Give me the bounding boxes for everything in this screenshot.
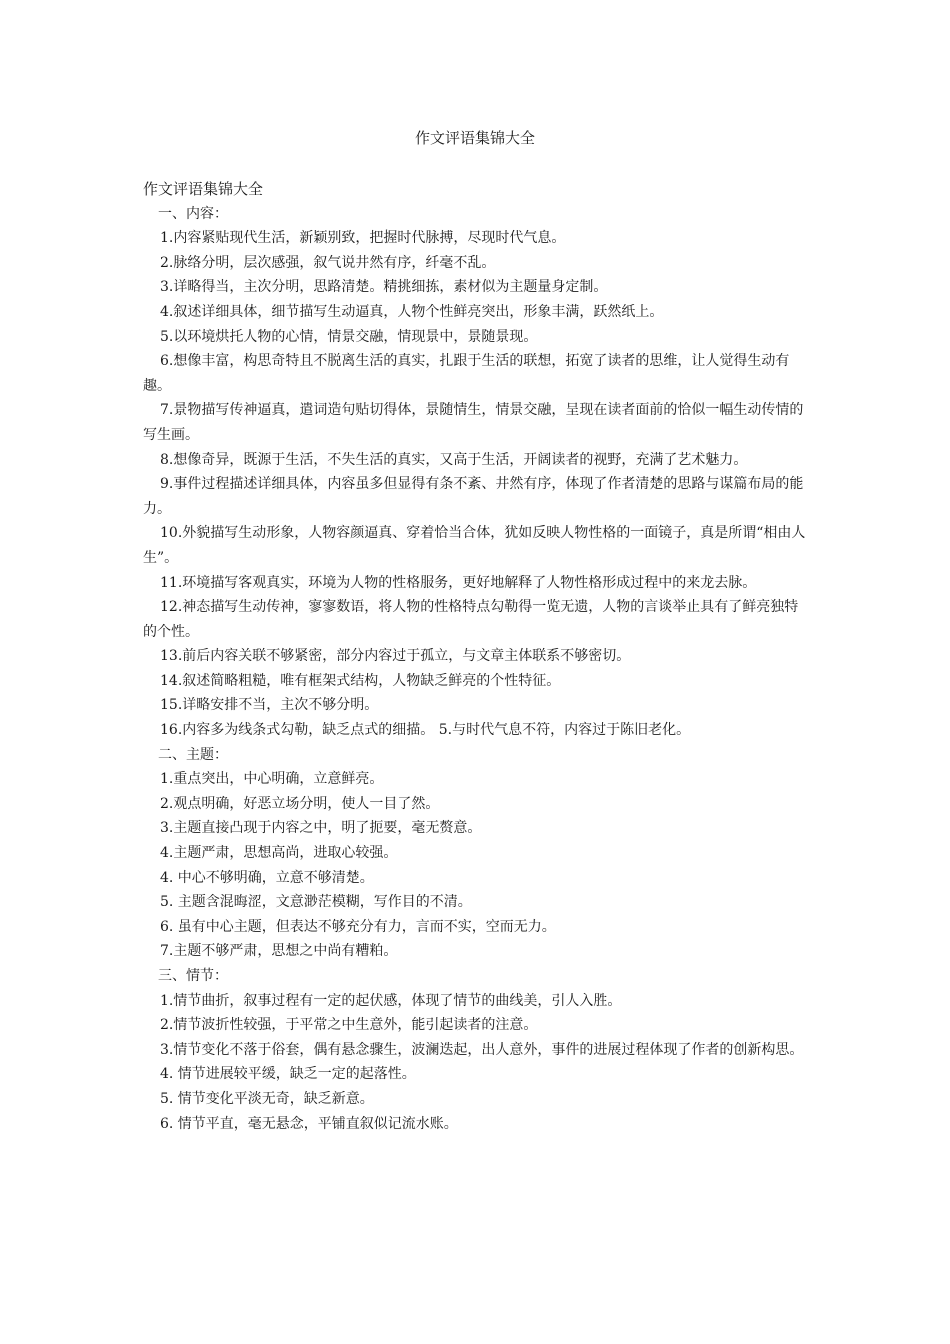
list-item: 11.环境描写客观真实，环境为人物的性格服务，更好地解释了人物性格形成过程中的来龙去脉。: [160, 574, 757, 591]
list-item: 12.神态描写生动传神，寥寥数语，将人物的性格特点勾勒得一览无遗，人物的言谈举止具有了鲜亮独特的个性。: [143, 599, 799, 640]
list-item: 5. 情节变化平淡无奇，缺乏新意。: [160, 1090, 374, 1107]
list-item: 15.详略安排不当，主次不够分明。: [160, 697, 379, 714]
list-item: 4.叙述详细具体，细节描写生动逼真，人物个性鲜亮突出，形象丰满，跃然纸上。: [160, 303, 664, 320]
list-item: 16.内容多为线条式勾勒，缺乏点式的细描。 5.与时代气息不符，内容过于陈旧老化。: [160, 722, 691, 739]
list-item: 2.情节波折性较强，于平常之中生意外，能引起读者的注意。: [160, 1017, 538, 1034]
list-item: 4. 情节进展较平缓，缺乏一定的起落性。: [160, 1066, 416, 1083]
list-item: 1.重点突出，中心明确，立意鲜亮。: [160, 771, 384, 788]
list-item: 3.主题直接凸现于内容之中，明了扼要，毫无赘意。: [160, 820, 482, 837]
list-item: 7.主题不够严肃，思想之中尚有糟粕。: [160, 943, 398, 960]
document-body: [143, 177, 811, 1136]
list-item: 6. 虽有中心主题，但表达不够充分有力，言而不实，空而无力。: [160, 918, 556, 935]
document-title: 作文评语集锦大全: [414, 129, 535, 147]
list-item: 6. 情节平直，毫无悬念，平铺直叙似记流水账。: [160, 1115, 458, 1132]
list-item: 2.观点明确，好恶立场分明，使人一目了然。: [160, 795, 440, 812]
list-item: 10.外貌描写生动形象，人物容颜逼真、穿着恰当合体，犹如反映人物性格的一面镜子，真是所谓“相由人生”。: [143, 525, 806, 566]
list-item: 2.脉络分明，层次感强，叙气说井然有序，纤毫不乱。: [160, 254, 496, 271]
list-item: 4.主题严肃，思想高尚，进取心较强。: [160, 845, 398, 862]
list-item: 4. 中心不够明确，立意不够清楚。: [160, 869, 374, 886]
document-lead: 作文评语集锦大全: [143, 180, 264, 198]
list-item: 3.详略得当，主次分明，思路清楚。精挑细拣，素材似为主题量身定制。: [160, 279, 608, 296]
list-item: 14.叙述简略粗糙，唯有框架式结构，人物缺乏鲜亮的个性特征。: [160, 672, 561, 689]
list-item: 8.想像奇异，既源于生活，不失生活的真实，又高于生活，开阔读者的视野，充满了艺术魅力。: [160, 451, 748, 468]
list-item: 13.前后内容关联不够紧密，部分内容过于孤立，与文章主体联系不够密切。: [160, 648, 631, 665]
list-item: 1.内容紧贴现代生活，新颖别致，把握时代脉搏，尽现时代气息。: [160, 230, 566, 247]
section-heading-theme: 二、主题：: [158, 746, 228, 763]
section-heading-content: 一、内容：: [158, 205, 228, 222]
list-item: 6.想像丰富，构思奇特且不脱离生活的真实，扎跟于生活的联想，拓宽了读者的思维，让人觉得生动有趣。: [143, 353, 790, 394]
list-item: 1.情节曲折，叙事过程有一定的起伏感，体现了情节的曲线美，引人入胜。: [160, 992, 622, 1009]
list-item: 3.情节变化不落于俗套，偶有悬念骤生，波澜迭起，出人意外，事件的进展过程体现了作者的创新构思。: [160, 1041, 804, 1058]
section-heading-plot: 三、情节：: [158, 968, 228, 984]
list-item: 9.事件过程描述详细具体，内容虽多但显得有条不紊、井然有序，体现了作者清楚的思路与谋篇布局的能力。: [143, 476, 804, 517]
list-item: 5.以环境烘托人物的心情，情景交融，情现景中，景随景现。: [160, 328, 538, 345]
list-item: 5. 主题含混晦涩，文意渺茫模糊，写作目的不清。: [160, 894, 472, 911]
list-item: 7.景物描写传神逼真，遣词造句贴切得体，景随情生，情景交融，呈现在读者面前的恰似一幅生动传情的写生画。: [143, 402, 804, 443]
